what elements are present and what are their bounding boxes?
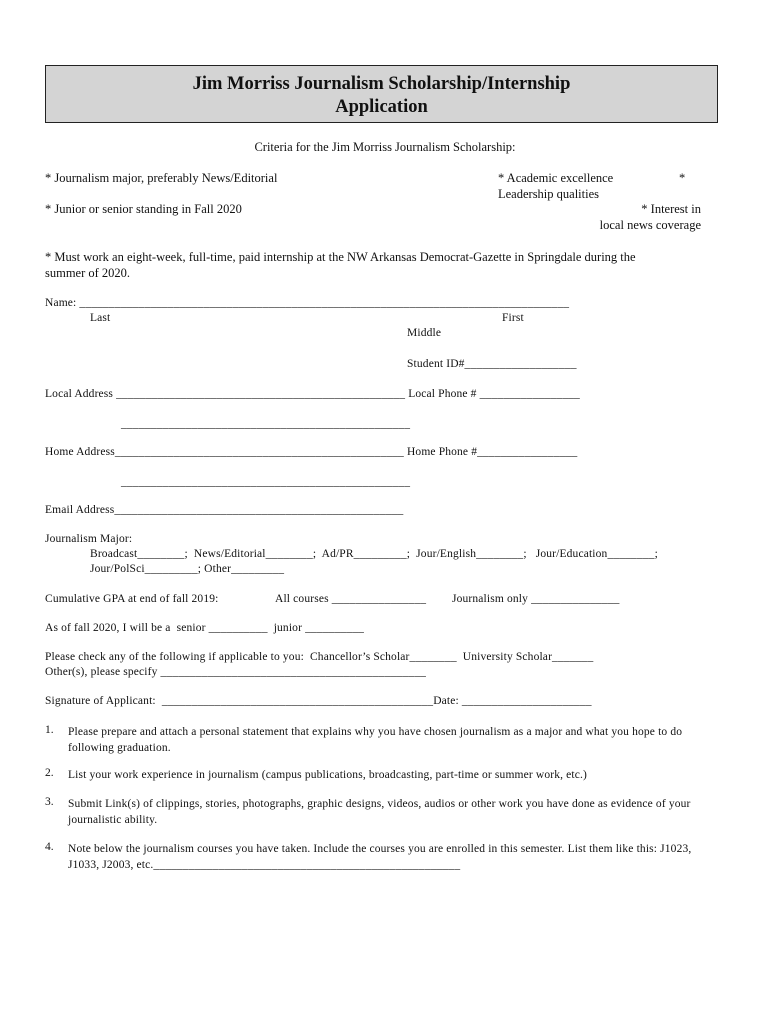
criteria-leadership: Leadership qualities <box>498 187 600 201</box>
student-id-field[interactable]: Student ID#___________________ <box>407 358 577 370</box>
criteria-academic: * Academic excellence <box>498 171 614 185</box>
criteria-heading: Criteria for the Jim Morriss Journalism Scholarship: <box>254 140 516 154</box>
scholar-check-field[interactable]: Please check any of the following if applicable to you: Chancellor’s Scholar________ University Scholar_______ <box>45 651 594 663</box>
criteria-interest-2: local news coverage <box>599 218 701 232</box>
home-address-field[interactable]: Home Address_________________________________________________ Home Phone #_________________ <box>45 446 578 458</box>
criteria-major: * Journalism major, preferably News/Editorial <box>45 171 278 185</box>
major-options-1[interactable]: Broadcast________; News/Editorial________; Ad/PR_________; Jour/English________; Jour/Education________; <box>90 548 659 560</box>
criteria-internship-1: * Must work an eight-week, full-time, paid internship at the NW Arkansas Democrat-Gazette in Springdale during the <box>45 250 636 264</box>
instruction-1-text: Please prepare and attach a personal statement that explains why you have chosen journalism as a major and what you hope to do following graduation. <box>68 726 683 754</box>
local-address-line2[interactable]: _________________________________________________ <box>121 418 411 430</box>
instruction-3-number: 3. <box>45 796 54 808</box>
title-line-1: Jim Morriss Journalism Scholarship/Internship <box>192 74 571 94</box>
name-middle-label: Middle <box>407 327 442 339</box>
instruction-1-number: 1. <box>45 724 54 736</box>
major-options-2[interactable]: Jour/PolSci_________; Other_________ <box>90 563 285 575</box>
instruction-2-text: List your work experience in journalism (campus publications, broadcasting, part-time or summer work, etc.) <box>68 769 588 781</box>
email-address-field[interactable]: Email Address_________________________________________________ <box>45 504 404 516</box>
name-first-label: First <box>502 312 524 324</box>
standing-field[interactable]: As of fall 2020, I will be a senior __________ junior __________ <box>45 622 365 634</box>
title-box <box>45 65 718 123</box>
name-last-label: Last <box>90 312 111 324</box>
local-address-field[interactable]: Local Address _________________________________________________ Local Phone # _________________ <box>45 388 580 400</box>
criteria-star: * <box>679 171 686 185</box>
home-address-line2[interactable]: _________________________________________________ <box>121 476 411 488</box>
instruction-4-text[interactable]: Note below the journalism courses you have taken. Include the courses you are enrolled in this semester. List them like this: J1023, J1033, J2003, etc.____________________________________________________ <box>68 843 692 871</box>
criteria-standing: * Junior or senior standing in Fall 2020 <box>45 202 242 216</box>
signature-field[interactable]: Signature of Applicant: ______________________________________________Date: ______________________ <box>45 695 592 707</box>
name-field[interactable]: Name: ___________________________________________________________________________________ <box>45 297 570 309</box>
other-field[interactable]: Other(s), please specify _____________________________________________ <box>45 666 427 678</box>
gpa-all-field[interactable]: All courses ________________ <box>275 593 427 605</box>
criteria-interest-1: * Interest in <box>641 202 701 216</box>
title-line-2: Application <box>335 97 428 117</box>
criteria-internship-2: summer of 2020. <box>45 266 131 280</box>
instruction-2-number: 2. <box>45 767 54 779</box>
gpa-label: Cumulative GPA at end of fall 2019: <box>45 593 219 605</box>
instruction-4-number: 4. <box>45 841 54 853</box>
major-label: Journalism Major: <box>45 533 133 545</box>
gpa-journalism-field[interactable]: Journalism only _______________ <box>452 593 620 605</box>
instruction-3-text: Submit Link(s) of clippings, stories, photographs, graphic designs, videos, audios or other work you have done as evidence of your journalistic ability. <box>68 798 691 826</box>
